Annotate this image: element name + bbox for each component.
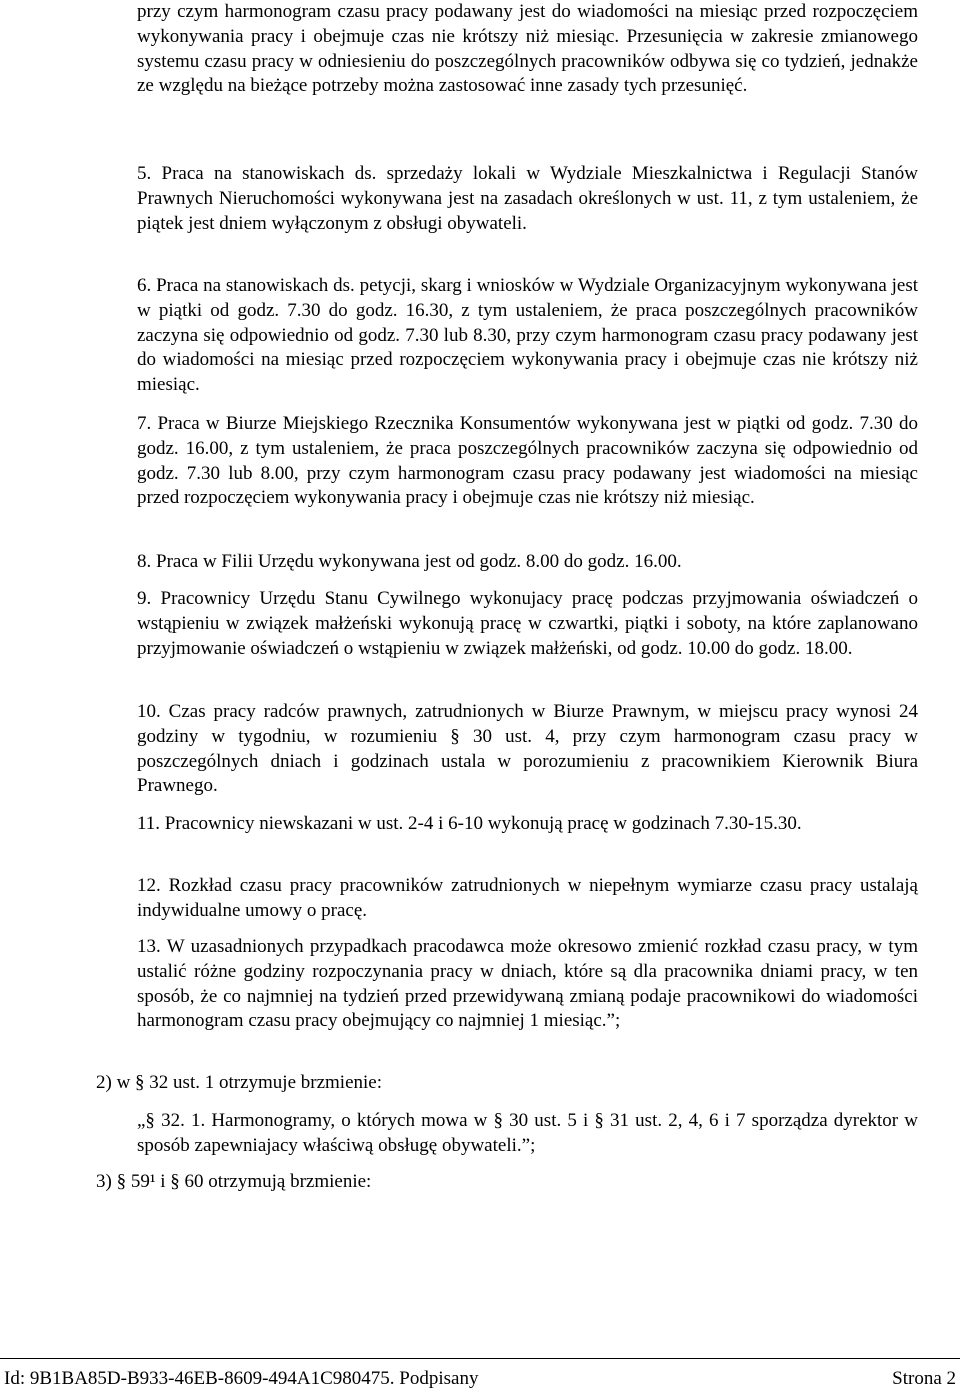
paragraph-10: 10. Czas pracy radców prawnych, zatrudnionych w Biurze Prawnym, w miejscu pracy wynosi 24 godziny w tygodniu, w rozumieniu § 30 ust. 4, przy czym harmonogram czasu pracy w poszczególnych dniach i godzinach ustala w porozumieniu z pracownikiem Kierownik Biura Prawnego. [137, 701, 918, 797]
item-2-text: „§ 32. 1. Harmonogramy, o których mowa w § 30 ust. 5 i § 31 ust. 2, 4, 6 i 7 sporządza dyrektor w sposób zapewniajacy właściwą obsługę obywateli.”; [137, 1110, 918, 1156]
paragraph-12: 12. Rozkład czasu pracy pracowników zatrudnionych w niepełnym wymiarze czasu pracy ustalają indywidualne umowy o pracę. [137, 875, 918, 921]
item-3: 3) § 59¹ i § 60 otrzymują brzmienie: [96, 1171, 372, 1192]
page-footer [0, 1358, 960, 1395]
paragraph-9: 9. Pracownicy Urzędu Stanu Cywilnego wykonujacy pracę podczas przyjmowania oświadczeń o wstąpieniu w związek małżeński wykonują pracę w czwartki, piątki i soboty, na które zaplanowano przyjmowanie oświadczeń o wstąpieniu w związek małżeński, od godz. 10.00 do godz. 18.00. [137, 588, 918, 659]
page-number: Strona 2 [892, 1368, 956, 1389]
paragraph-6: 6. Praca na stanowiskach ds. petycji, skarg i wniosków w Wydziale Organizacyjnym wykonywana jest w piątki od godz. 7.30 do godz. 16.30, z tym ustaleniem, że praca poszczególnych pracowników zaczyna się odpowiednio od godz. 7.30 lub 8.30, przy czym harmonogram czasu pracy podawany jest do wiadomości na miesiąc przed rozpoczęciem wykonywania pracy i obejmuje czas nie krótszy niż miesiąc. [137, 275, 918, 396]
paragraph-8: 8. Praca w Filii Urzędu wykonywana jest od godz. 8.00 do godz. 16.00. [137, 551, 682, 572]
paragraph-7: 7. Praca w Biurze Miejskiego Rzecznika Konsumentów wykonywana jest w piątki od godz. 7.30 do godz. 16.00, z tym ustaleniem, że praca poszczególnych pracowników zaczyna się odpowiednio od godz. 7.30 lub 8.00, przy czym harmonogram czasu pracy podawany jest wiadomości na miesiąc przed rozpoczęciem wykonywania pracy i obejmuje czas nie krótszy niż miesiąc. [137, 413, 918, 509]
paragraph-11: 11. Pracownicy niewskazani w ust. 2-4 i 6-10 wykonują pracę w godzinach 7.30-15.30. [137, 813, 802, 834]
paragraph-intro: przy czym harmonogram czasu pracy podawany jest do wiadomości na miesiąc przed rozpoczęciem wykonywania pracy i obejmuje czas nie krótszy niż miesiąc. Przesunięcia w zakresie zmianowego systemu czasu pracy w odniesieniu do poszczególnych pracowników odbywa się co tydzień, jednakże ze względu na bieżące potrzeby można zastosować inne zasady tych przesunięć. [137, 1, 918, 97]
paragraph-13: 13. W uzasadnionych przypadkach pracodawca może okresowo zmienić rozkład czasu pracy, w tym ustalić różne godziny rozpoczynania pracy w dniach, które są dla pracownika dniami pracy, w ten sposób, że co najmniej na tydzień przed przewidywaną zmianą podaje pracownikowi do wiadomości harmonogram czasu pracy obejmujący co najmniej 1 miesiąc.”; [137, 936, 918, 1032]
document-id: Id: 9B1BA85D-B933-46EB-8609-494A1C980475. Podpisany [4, 1368, 479, 1389]
item-2: 2) w § 32 ust. 1 otrzymuje brzmienie: [96, 1072, 382, 1093]
paragraph-5: 5. Praca na stanowiskach ds. sprzedaży lokali w Wydziale Mieszkalnictwa i Regulacji Stanów Prawnych Nieruchomości wykonywana jest na zasadach określonych w ust. 11, z tym ustaleniem, że piątek jest dniem wyłączonym z obsługi obywateli. [137, 163, 918, 234]
